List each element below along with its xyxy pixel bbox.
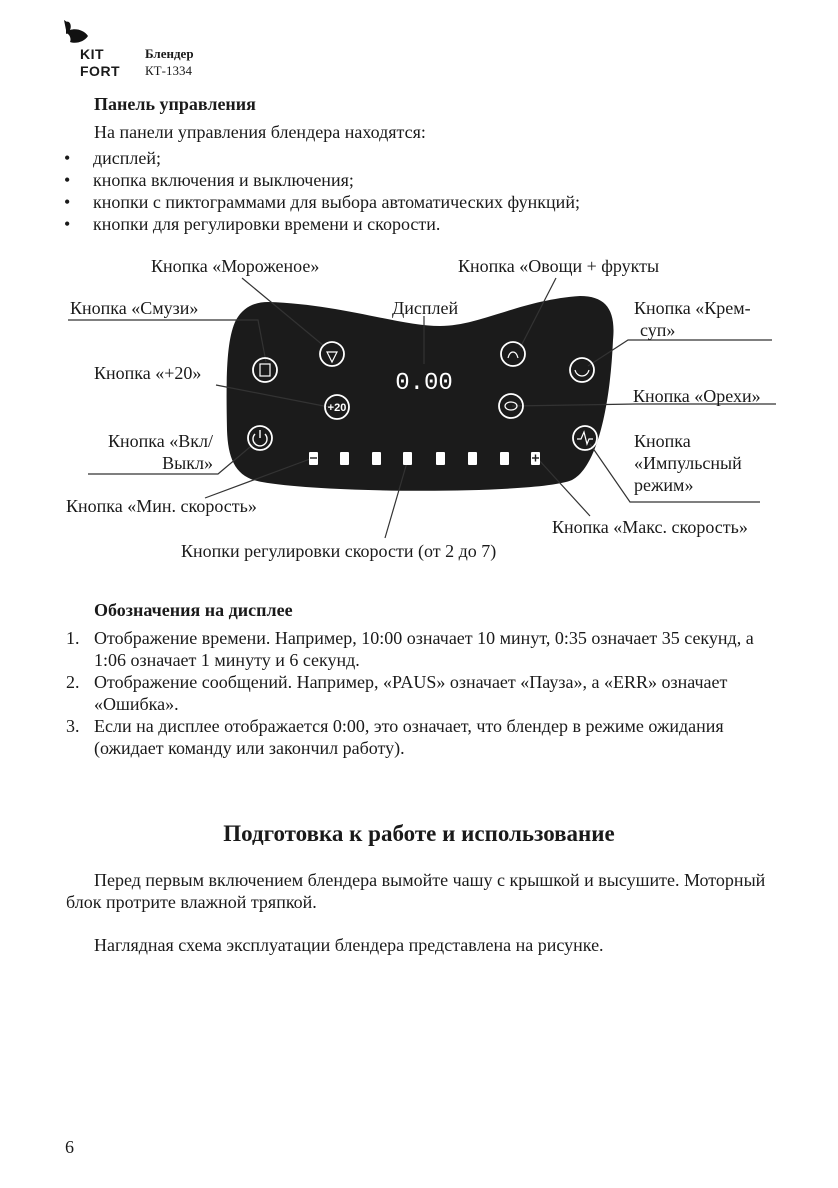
label-nuts: Кнопка «Орехи»	[633, 386, 761, 406]
speed-button-5	[436, 452, 445, 465]
label-pulse-line1: Кнопка	[634, 431, 691, 451]
list-item	[62, 671, 782, 715]
speed-button-6	[468, 452, 477, 465]
label-cream-soup-line1: Кнопка «Крем-	[634, 298, 751, 318]
label-min-speed: Кнопка «Мин. скорость»	[66, 496, 257, 516]
display-notes-list	[62, 627, 782, 759]
speed-button-4	[403, 452, 412, 465]
speed-button-3	[372, 452, 381, 465]
list-item-text: Отображение времени. Например, 10:00 означает 10 минут, 0:35 означает 35 секунд, а 1:06 означает 1 минуту и 6 секунд.	[94, 628, 754, 670]
label-smoothie: Кнопка «Смузи»	[70, 298, 199, 318]
control-panel-heading: Панель управления	[94, 94, 256, 114]
header-product: Блендер	[145, 46, 194, 61]
list-item-text: Отображение сообщений. Например, «PAUS» означает «Пауза», а «ERR» означает «Ошибка».	[94, 672, 728, 714]
label-cream-soup-line2: суп»	[640, 320, 676, 340]
display-notes-heading: Обозначения на дисплее	[94, 600, 293, 620]
label-speed-buttons: Кнопки регулировки скорости (от 2 до 7)	[181, 541, 497, 561]
speed-button-7	[500, 452, 509, 465]
display-readout: 0.00	[395, 370, 453, 397]
header-model: КТ-1334	[145, 63, 192, 78]
leader-cream-soup	[588, 340, 772, 366]
section-title: Подготовка к работе и использование	[223, 821, 615, 846]
list-item-number: 2.	[66, 672, 80, 692]
list-item	[62, 627, 782, 671]
page-number: 6	[65, 1137, 74, 1157]
plus20-button-label: +20	[327, 402, 347, 414]
speed-button-2	[340, 452, 349, 465]
list-item-number: 1.	[66, 628, 80, 648]
logo-text-fort: FORT	[80, 63, 121, 79]
label-veg-fruit: Кнопка «Овощи + фрукты	[458, 256, 660, 276]
label-power-line1: Кнопка «Вкл/	[108, 431, 213, 451]
list-item: • кнопки с пиктограммами для выбора автоматических функций;	[62, 191, 580, 213]
label-max-speed: Кнопка «Макс. скорость»	[552, 517, 748, 537]
label-pulse-line3: режим»	[634, 475, 694, 495]
control-panel-intro: На панели управления блендера находятся:	[94, 122, 426, 142]
label-plus20: Кнопка «+20»	[94, 363, 202, 383]
paragraph: Наглядная схема эксплуатации блендера представлена на рисунке.	[94, 935, 604, 955]
label-display: Дисплей	[392, 298, 459, 318]
logo-text-kit: KIT	[80, 46, 105, 62]
list-item: • дисплей;	[62, 147, 580, 169]
control-panel-list	[62, 147, 580, 235]
list-item-number: 3.	[66, 716, 80, 736]
label-power-line2: Выкл»	[162, 453, 213, 473]
list-item: • кнопка включения и выключения;	[62, 169, 580, 191]
list-item-text: Если на дисплее отображается 0:00, это означает, что блендер в режиме ожидания (ожидает команду или закончил работу).	[94, 716, 724, 758]
list-item: • кнопки для регулировки времени и скорости.	[62, 213, 580, 235]
list-item	[62, 715, 782, 759]
paragraph: Перед первым включением блендера вымойте чашу с крышкой и высушите. Моторный блок протрите влажной тряпкой.	[66, 870, 766, 912]
label-pulse-line2: «Импульсный	[634, 453, 742, 473]
control-panel-diagram	[0, 240, 838, 580]
label-ice-cream: Кнопка «Мороженое»	[151, 256, 320, 276]
